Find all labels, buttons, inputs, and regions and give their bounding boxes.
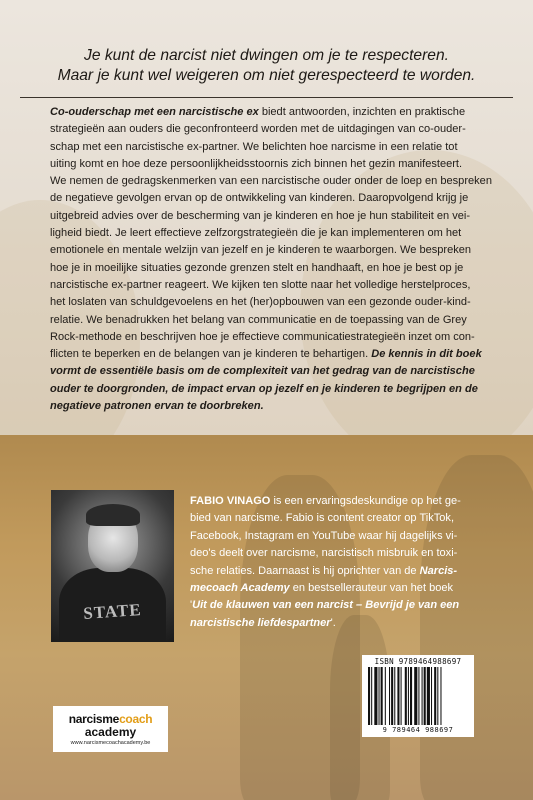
blurb-line: strategieën aan ouders die geconfronteerd worden met de uitdagingen van co-ouder- [50,123,466,136]
bio-emphasis: Narcis- [419,564,458,577]
isbn-label: ISBN 9789464988697 [374,657,462,666]
barcode-bar [440,667,441,725]
barcode-bar [371,667,372,725]
book-description [50,104,492,415]
barcode-bar [422,667,423,725]
bio-emphasis: narcistische liefdespartner [190,616,331,629]
blurb-line: ligheid biedt. Je leert effectieve zelfzorgstrategieën die je kan implementeren om het [50,227,462,240]
barcode-bar [381,667,383,725]
blurb-line [50,346,484,363]
blurb-line: emotionele en mentale welzijn van jezelf en je kinderen te waarborgen. We bespreken [50,244,472,257]
barcode-bar [379,667,380,725]
bio-text: is een ervaringsdeskundige op het ge- [270,495,461,507]
bio-line [190,493,490,510]
blurb-text: flicten te beperken en de belangen van je kinderen te behartigen. [50,348,372,361]
barcode-bar [401,667,402,725]
bio-line [190,597,490,614]
blurb-line: het loslaten van schuldgevoelens en het (her)opbouwen van een gezonde ouder-kind- [50,296,471,309]
logo-wordmark [53,712,168,726]
barcode-bar [397,667,399,725]
blurb-line: relatie. We benadrukken het belang van communicatie en de toepassing van de Grey [50,313,467,326]
barcode-bar [437,667,438,725]
book-title-emphasis: Co-ouderschap met een narcistische ex [50,106,259,118]
author-bio [190,493,490,632]
photo-figure [86,504,140,526]
barcode-bar [424,667,426,725]
barcode-bar [431,667,432,725]
blurb-line: narcistische ex-partner reageert. We kijken ten slotte naar het volledige herstelproces, [50,278,471,291]
blurb-line: negatieve patronen ervan te doorbreken. [50,400,264,413]
bio-line: deo's deelt over narcisme, narcistisch misbruik en toxi- [190,547,458,560]
bio-emphasis: mecoach Academy [190,582,290,595]
barcode-bar [434,667,436,725]
bio-text: en bestsellerauteur van het boek [289,582,454,595]
bio-text: '. [330,616,336,629]
blurb-line: uiting komt en hoe deze persoonlijkheidsstoornis zich binnen het gezin manifesteert. [50,157,463,170]
quote-line: Je kunt de narcist niet dwingen om je te respecteren. [84,47,449,64]
logo-text: narcisme [68,712,120,726]
bio-line [190,580,490,597]
blurb-line: schap met een narcistische ex-partner. We belichten hoe narcisme in een relatie tot [50,140,458,153]
barcode-bar [405,667,407,725]
blurb-text: biedt antwoorden, inzichten en praktische [258,106,466,118]
bio-text: sche relaties. Daarnaast is hij oprichter van de [190,564,420,577]
logo-wordmark: academy [84,725,137,739]
blurb-line: de negatieve gevolgen ervan op de ontwikkeling van kinderen. Daaropvolgend krijg je [50,192,469,205]
barcode-bar [374,667,377,725]
blurb-line: hoe je in moeilijke situaties gezonde grenzen stelt en handhaaft, en hoe je best op je [50,261,464,274]
barcode-bar [427,667,430,725]
blurb-line: vormt de essentiële basis om de complexiteit van het gedrag van de narcistische [50,365,475,378]
bio-emphasis: Uit de klauwen van een narcist – Bevrijd je van een [192,599,460,612]
bio-text: ' [190,599,193,612]
blurb-line: uitgebreid advies over de bescherming van je kinderen en hoe je hun stabiliteit en vei- [50,209,471,222]
logo-accent-text: coach [119,712,153,726]
cover-quote [20,46,513,86]
bio-line: bied van narcisme. Fabio is content creator op TikTok, [190,512,455,525]
shirt-print: STATE [82,599,143,624]
barcode-bar [389,667,390,725]
barcode-bars [368,667,468,725]
quote-line: Maar je kunt wel weigeren om niet gerespecteerd te worden. [57,67,476,84]
logo-url: www.narcismecoachacademy.be [70,740,151,746]
author-photo [51,490,174,642]
isbn-barcode [362,655,474,737]
barcode-bar [410,667,412,725]
bio-line [190,615,490,632]
divider [20,97,513,98]
author-name: FABIO VINAGO [190,495,271,507]
barcode-bar [418,667,419,725]
bio-line: Facebook, Instagram en YouTube waar hij dagelijks vi- [190,529,458,542]
blurb-line: Rock-methode en beschrijven hoe je effectieve communicatiestrategieën inzet om con- [50,330,475,343]
barcode-bar [368,667,370,725]
blurb-emphasis: De kennis in dit boek [371,348,482,361]
blurb-line: ouder te doorgronden, de impact ervan op jezelf en je kinderen te begrijpen en de [50,382,478,395]
barcode-bar [394,667,395,725]
bio-line [190,563,490,580]
barcode-bar [391,667,393,725]
barcode-digits: 9 789464 988697 [382,726,454,734]
barcode-bar [414,667,417,725]
academy-logo [53,706,168,752]
barcode-bar [385,667,386,725]
blurb-line: We nemen de gedragskenmerken van een narcistische ouder onder de loep en bespreken [50,175,492,188]
barcode-bar [408,667,409,725]
blurb-line [50,104,484,121]
